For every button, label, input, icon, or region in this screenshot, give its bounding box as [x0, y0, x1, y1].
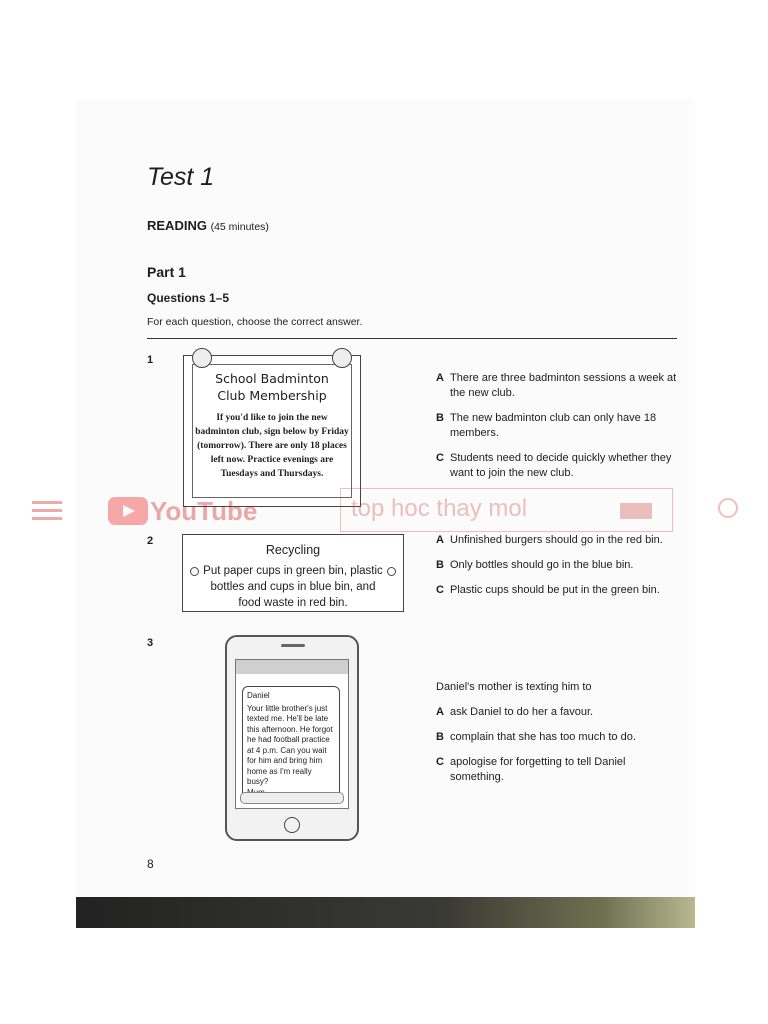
speaker-icon [281, 644, 305, 647]
home-button-icon [284, 817, 300, 833]
recycling-sign [182, 534, 404, 612]
option-c[interactable]: C apologise for forgetting to tell Daniel something. [436, 756, 626, 783]
youtube-wordmark: YouTube [150, 496, 258, 526]
youtube-watermark [0, 486, 768, 536]
option-b[interactable]: B The new badminton club can only have 18 members. [436, 412, 657, 439]
question-number: 3 [147, 637, 154, 649]
notice-body: If you'd like to join the new badminton club, sign below by Friday (tomorrow). There are only 18 places left now. Practice evenings are Tuesdays and Thursdays. [195, 413, 349, 479]
option-c[interactable]: C Plastic cups should be put in the green bin. [436, 584, 660, 596]
option-a[interactable]: A ask Daniel to do her a favour. [436, 706, 594, 718]
message-input [240, 792, 344, 804]
screw-icon [190, 567, 199, 576]
pin-icon [192, 348, 212, 368]
part-heading: Part 1 [147, 264, 186, 280]
question-number: 1 [147, 354, 154, 366]
divider [147, 338, 677, 339]
q3-stem: Daniel's mother is texting him to [436, 681, 592, 693]
phone-screen [235, 659, 349, 809]
sign-body: Put paper cups in green bin, plastic bottles and cups in blue bin, and food waste in red bin. [203, 565, 383, 609]
search-icon [718, 498, 738, 518]
option-a[interactable]: A There are three badminton sessions a week at the new club. [436, 372, 677, 399]
page-shadow-edge [76, 897, 695, 928]
instructions: For each question, choose the correct answer. [147, 316, 363, 328]
keyboard-icon [620, 503, 652, 519]
option-b[interactable]: B Only bottles should go in the blue bin. [436, 559, 634, 571]
section-heading: READING (45 minutes) [147, 218, 269, 233]
screw-icon [387, 567, 396, 576]
youtube-logo-icon [108, 497, 148, 525]
badminton-notice [183, 355, 361, 507]
phone-illustration [225, 635, 359, 841]
option-b[interactable]: B complain that she has too much to do. [436, 731, 636, 743]
notice-title: School Badminton Club Membership [215, 371, 329, 403]
q1-options [436, 371, 681, 481]
page-number: 8 [147, 857, 154, 871]
sign-title: Recycling [265, 543, 321, 557]
q3-options [436, 705, 681, 785]
option-c[interactable]: C Students need to decide quickly whether they want to join the new club. [436, 452, 672, 479]
question-number: 2 [147, 535, 154, 547]
status-bar [236, 660, 348, 674]
option-a[interactable]: A Unfinished burgers should go in the red bin. [436, 534, 663, 546]
menu-icon [32, 501, 62, 525]
sms-bubble: Daniel Your little brother's just texted me. He'll be late this afternoon. He forgot he had football practice at 4 p.m. Can you wait for him and bring him home as I'm really busy? [242, 686, 340, 804]
watermark-search: top hoc thay mol [340, 488, 673, 532]
q2-options [436, 533, 681, 598]
pin-icon [332, 348, 352, 368]
questions-heading: Questions 1–5 [147, 291, 230, 305]
test-title: Test 1 [147, 163, 215, 191]
